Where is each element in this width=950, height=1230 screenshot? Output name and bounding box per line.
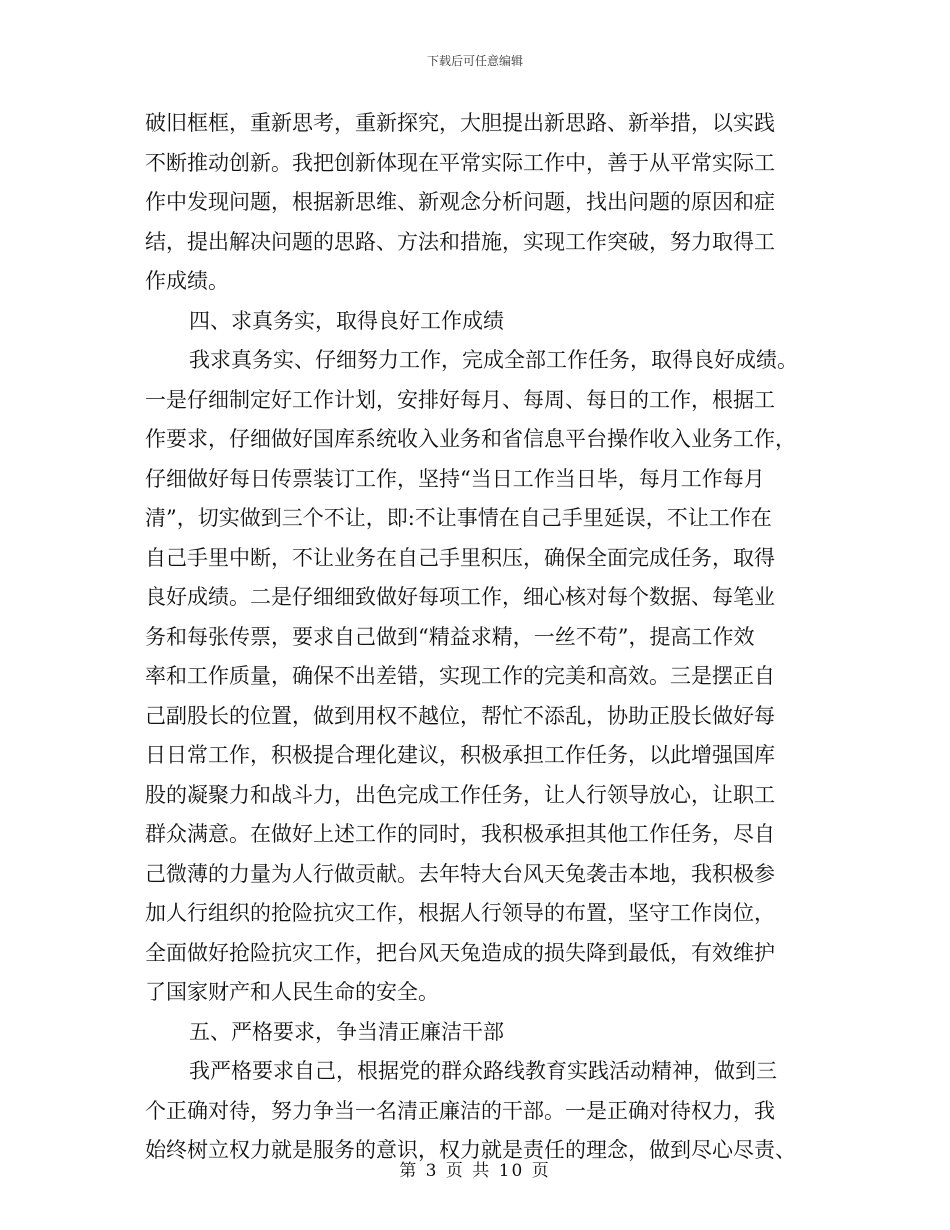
text-line: 加人行组织的抢险抗灾工作，根据人行领导的布置，坚守工作岗位， — [145, 901, 775, 925]
text-line: 务和每张传票，要求自己做到“精益求精，一丝不苟”，提高工作效 — [145, 624, 755, 649]
document-body — [145, 104, 817, 1171]
text-line: 我求真务实、仔细努力工作，完成全部工作任务，取得良好成绩。 — [189, 348, 798, 372]
text-line: 破旧框框，重新思考，重新探究，大胆提出新思路、新举措，以实践 — [145, 111, 775, 135]
text-line: 仔细做好每日传票装订工作，坚持“当日工作当日毕，每月工作每月 — [145, 466, 765, 491]
text-line: 四、求真务实，取得良好工作成绩 — [189, 308, 504, 333]
text-line: 作要求，仔细做好国库系统收入业务和省信息平台操作收入业务工作， — [145, 427, 796, 451]
text-line: 始终树立权力就是服务的意识，权力就是责任的理念，做到尽心尽责、 — [145, 1138, 796, 1162]
text-line: 我严格要求自己，根据党的群众路线教育实践活动精神，做到三 — [189, 1059, 777, 1083]
text-line: 己副股长的位置，做到用权不越位，帮忙不添乱，协助正股长做好每 — [145, 703, 775, 728]
text-line: 股的凝聚力和战斗力，出色完成工作任务，让人行领导放心，让职工 — [145, 782, 775, 807]
page-header: 下载后可任意编辑 — [426, 54, 523, 68]
text-line: 一是仔细制定好工作计划，安排好每月、每周、每日的工作，根据工 — [145, 387, 775, 412]
text-line: 不断推动创新。我把创新体现在平常实际工作中，善于从平常实际工 — [145, 150, 775, 175]
text-line: 日日常工作，积极提合理化建议，积极承担工作任务，以此增强国库 — [145, 743, 775, 767]
text-line: 作成绩。 — [145, 269, 229, 293]
text-line: 自己手里中断，不让业务在自己手里积压，确保全面完成任务，取得 — [145, 545, 775, 570]
text-line: 结，提出解决问题的思路、方法和措施，实现工作突破，努力取得工 — [145, 229, 775, 254]
text-line: 个正确对待，努力争当一名清正廉洁的干部。一是正确对待权力，我 — [145, 1098, 775, 1123]
text-line: 作中发现问题，根据新思维、新观念分析问题，找出问题的原因和症 — [145, 190, 775, 214]
page-footer: 第 3 页 共 10 页 — [399, 1161, 551, 1181]
text-line: 率和工作质量，确保不出差错，实现工作的完美和高效。三是摆正自 — [145, 664, 775, 688]
text-line: 己微薄的力量为人行做贡献。去年特大台风天兔袭击本地，我积极参 — [145, 861, 775, 886]
text-line: 群众满意。在做好上述工作的同时，我积极承担其他工作任务，尽自 — [145, 822, 775, 846]
text-line: 清”，切实做到三个不让，即:不让事情在自己手里延误，不让工作在 — [145, 506, 772, 530]
text-line: 良好成绩。二是仔细细致做好每项工作，细心核对每个数据、每笔业 — [145, 585, 775, 609]
text-line: 了国家财产和人民生命的安全。 — [145, 980, 439, 1004]
text-line: 全面做好抢险抗灾工作，把台风天兔造成的损失降到最低，有效维护 — [145, 940, 775, 965]
text-line: 五、严格要求，争当清正廉洁干部 — [189, 1019, 504, 1044]
